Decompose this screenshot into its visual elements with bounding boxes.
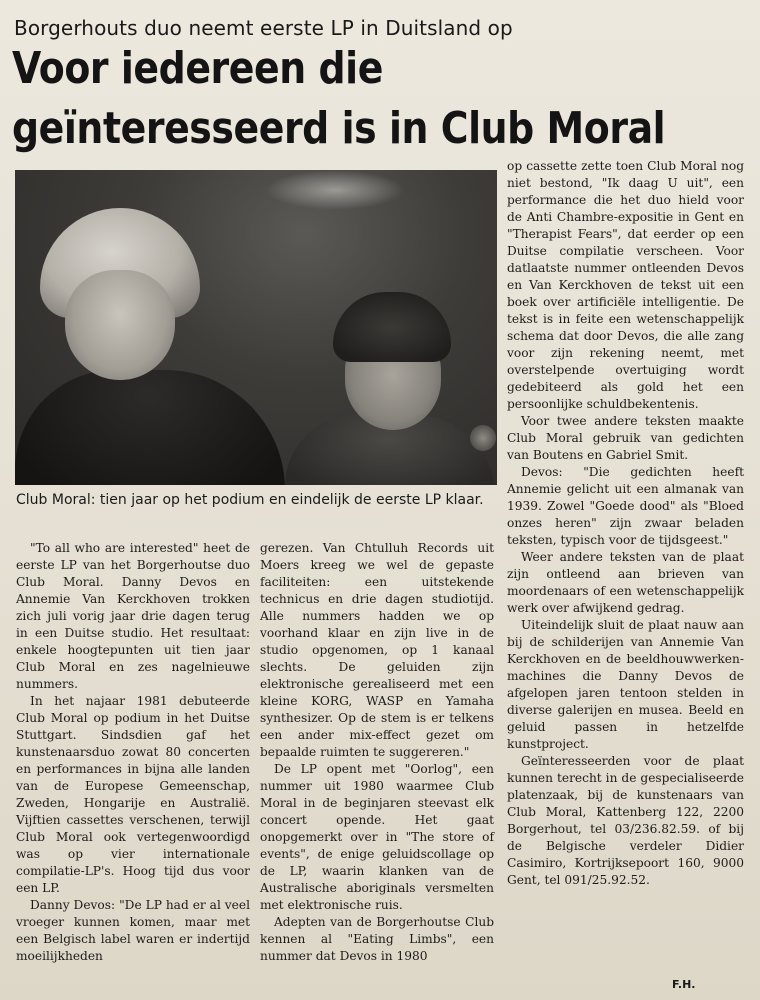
article-column-1 (16, 540, 250, 965)
article-column-2 (260, 540, 494, 965)
paragraph: Weer andere teksten van de plaat zijn ontleend aan brieven van moordenaars of een wetenschappelijk werk over afwijkend gedrag. (507, 550, 744, 615)
performer-1-face (65, 270, 175, 380)
performer-1-body (15, 370, 285, 485)
paragraph: Adepten van de Borgerhoutse Club kennen al "Eating Limbs", een nummer dat Devos in 1980 (260, 915, 494, 963)
kicker-line: Borgerhouts duo neemt eerste LP in Duitsland op (14, 16, 513, 40)
paragraph: Danny Devos: "De LP had er al veel vroeger kunnen komen, maar met een Belgisch label waren er indertijd moeilijkheden (16, 898, 250, 963)
microphone (470, 425, 496, 451)
headline-line-1: Voor iedereen die (12, 43, 383, 94)
paragraph: Geïnteresseerden voor de plaat kunnen terecht in de gespecialiseerde platenzaak, bij de kunstenaars van Club Moral, Kattenberg 122, 2200 Borgerhout, tel 03/236.82.59. of bij de Belgische verdeler Didier Casimiro, Kortrijksepoort 160, 9000 Gent, tel 091/25.92.52. (507, 754, 744, 887)
paragraph: gerezen. Van Chtulluh Records uit Moers kreeg we wel de gepaste faciliteiten: een uitstekende technicus en drie dagen studiotijd. Alle nummers hadden we op voorhand klaar en zijn live in de studio opgenomen, op 1 kanaal slechts. De geluiden zijn elektronische gerealiseerd met een kleine KORG, WASP en Yamaha synthesizer. Op de stem is er telkens een ander mix-effect gezet om bepaalde ruimten te suggereren." (260, 541, 494, 759)
stage-light (265, 170, 405, 210)
author-initials: F.H. (672, 978, 696, 991)
paragraph: op cassette zette toen Club Moral nog niet bestond, "Ik daag U uit", een performance die het duo hield voor de Anti Chambre-expositie in Gent en "Therapist Fears", dat eerder op een Duitse compilatie verscheen. Voor datlaatste nummer ontleenden Devos en Van Kerckhoven de tekst uit een boek over artificiële intelligentie. De tekst is in feite een wetenschappelijk schema dat door Devos, die alle zang voor zijn rekening neemt, met overstelpende overtuiging wordt gedebiteerd als gold het een persoonlijke schuldbekentenis. (507, 159, 744, 411)
paragraph: In het najaar 1981 debuteerde Club Moral op podium in het Duitse Stuttgart. Sindsdien gaf het kunstenaarsduo zowat 80 concerten en performances in bijna alle landen van de Europese Gemeenschap, Zweden, Hongarije en Australië. Vijftien cassettes verschenen, terwijl Club Moral ook vertegenwoordigd was op vier internationale compilatie-LP's. Hoog tijd dus voor een LP. (16, 694, 250, 895)
headline-line-2: geïnteresseerd is in Club Moral (12, 103, 666, 154)
paragraph: Uiteindelijk sluit de plaat nauw aan bij de schilderijen van Annemie Van Kerckhoven en de beeldhouwwerken-machines die Danny Devos de afgelopen jaren tentoon stelden in diverse galerijen en musea. Beeld en geluid passen in hetzelfde kunstproject. (507, 618, 744, 751)
paragraph: "To all who are interested" heet de eerste LP van het Borgerhoutse duo Club Moral. Danny Devos en Annemie Van Kerckhoven trokken zich juli vorig jaar drie dagen terug in een Duitse studio. Het resultaat: enkele hoogtepunten uit tien jaar Club Moral en zes nagelnieuwe nummers. (16, 541, 250, 691)
paragraph: Voor twee andere teksten maakte Club Moral gebruik van gedichten van Boutens en Gabriel Smit. (507, 414, 744, 462)
article-column-3 (507, 158, 744, 889)
paragraph: De LP opent met "Oorlog", een nummer uit 1980 waarmee Club Moral in de beginjaren steevast elk concert opende. Het gaat onopgemerkt over in "The store of events", de enige geluidscollage op de LP, waarin klanken van de Australische aboriginals versmelten met elektronische ruis. (260, 762, 494, 912)
band-photo (15, 170, 497, 485)
paragraph: Devos: "Die gedichten heeft Annemie gelicht uit een almanak van 1939. Zowel "Goede dood" als "Bloed onzes heren" zijn zwaar beladen teksten, typisch voor de tijdsgeest." (507, 465, 744, 547)
photo-caption: Club Moral: tien jaar op het podium en eindelijk de eerste LP klaar. (16, 492, 484, 508)
performer-2-hair (333, 292, 451, 362)
